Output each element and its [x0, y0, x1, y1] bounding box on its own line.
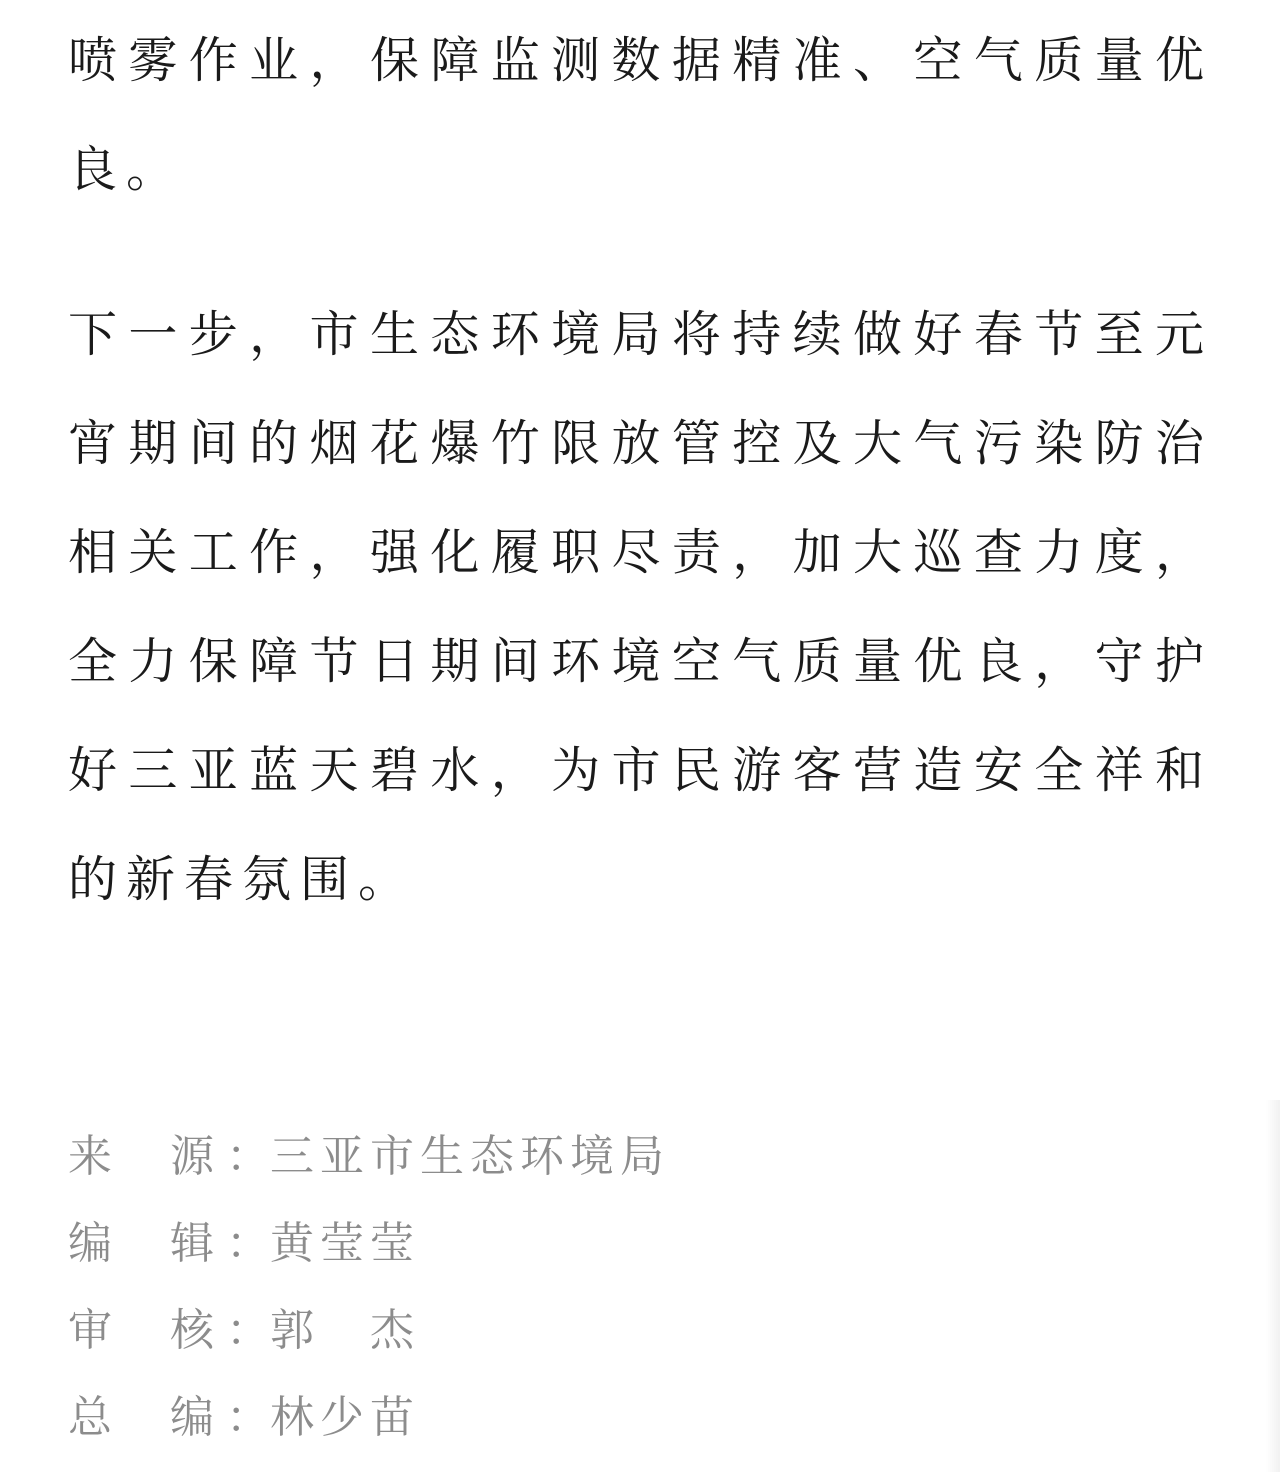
article-credits	[68, 1108, 868, 1456]
credit-label-char: 辑	[170, 1217, 214, 1269]
credit-reviewer	[68, 1282, 868, 1369]
credit-label-char: 编	[68, 1217, 112, 1269]
credit-label-char: 编	[170, 1391, 214, 1443]
credit-value: 黄莹莹	[270, 1217, 420, 1269]
credit-colon: ：	[226, 1130, 270, 1182]
credit-label	[68, 1120, 270, 1184]
credit-label-char: 核	[170, 1304, 214, 1356]
credit-editor	[68, 1195, 868, 1282]
credit-colon: ：	[226, 1391, 270, 1443]
credit-chief-editor	[68, 1369, 868, 1456]
credit-colon: ：	[226, 1304, 270, 1356]
credit-label	[68, 1207, 270, 1271]
credit-label-char: 来	[68, 1130, 112, 1182]
credit-label	[68, 1381, 270, 1445]
credit-label-char: 总	[68, 1391, 112, 1443]
article-paragraph: 喷雾作业，保障监测数据精准、空气质量优良。	[68, 32, 1213, 198]
scrollbar-track[interactable]	[1266, 1100, 1280, 1472]
credit-label-char: 审	[68, 1304, 112, 1356]
credit-value: 三亚市生态环境局	[270, 1130, 670, 1182]
credit-source	[68, 1108, 868, 1195]
credit-colon: ：	[226, 1217, 270, 1269]
credit-label-char: 源	[170, 1130, 214, 1182]
credit-label	[68, 1294, 270, 1358]
credit-value: 郭 杰	[270, 1304, 420, 1356]
credit-value: 林少苗	[270, 1391, 420, 1443]
article-paragraph: 下一步，市生态环境局将持续做好春节至元宵期间的烟花爆竹限放管控及大气污染防治相关工作，强化履职尽责，加大巡查力度，全力保障节日期间环境空气质量优良，守护好三亚蓝天碧水，为市民游客营造安全祥和的新春氛围。	[68, 306, 1213, 908]
